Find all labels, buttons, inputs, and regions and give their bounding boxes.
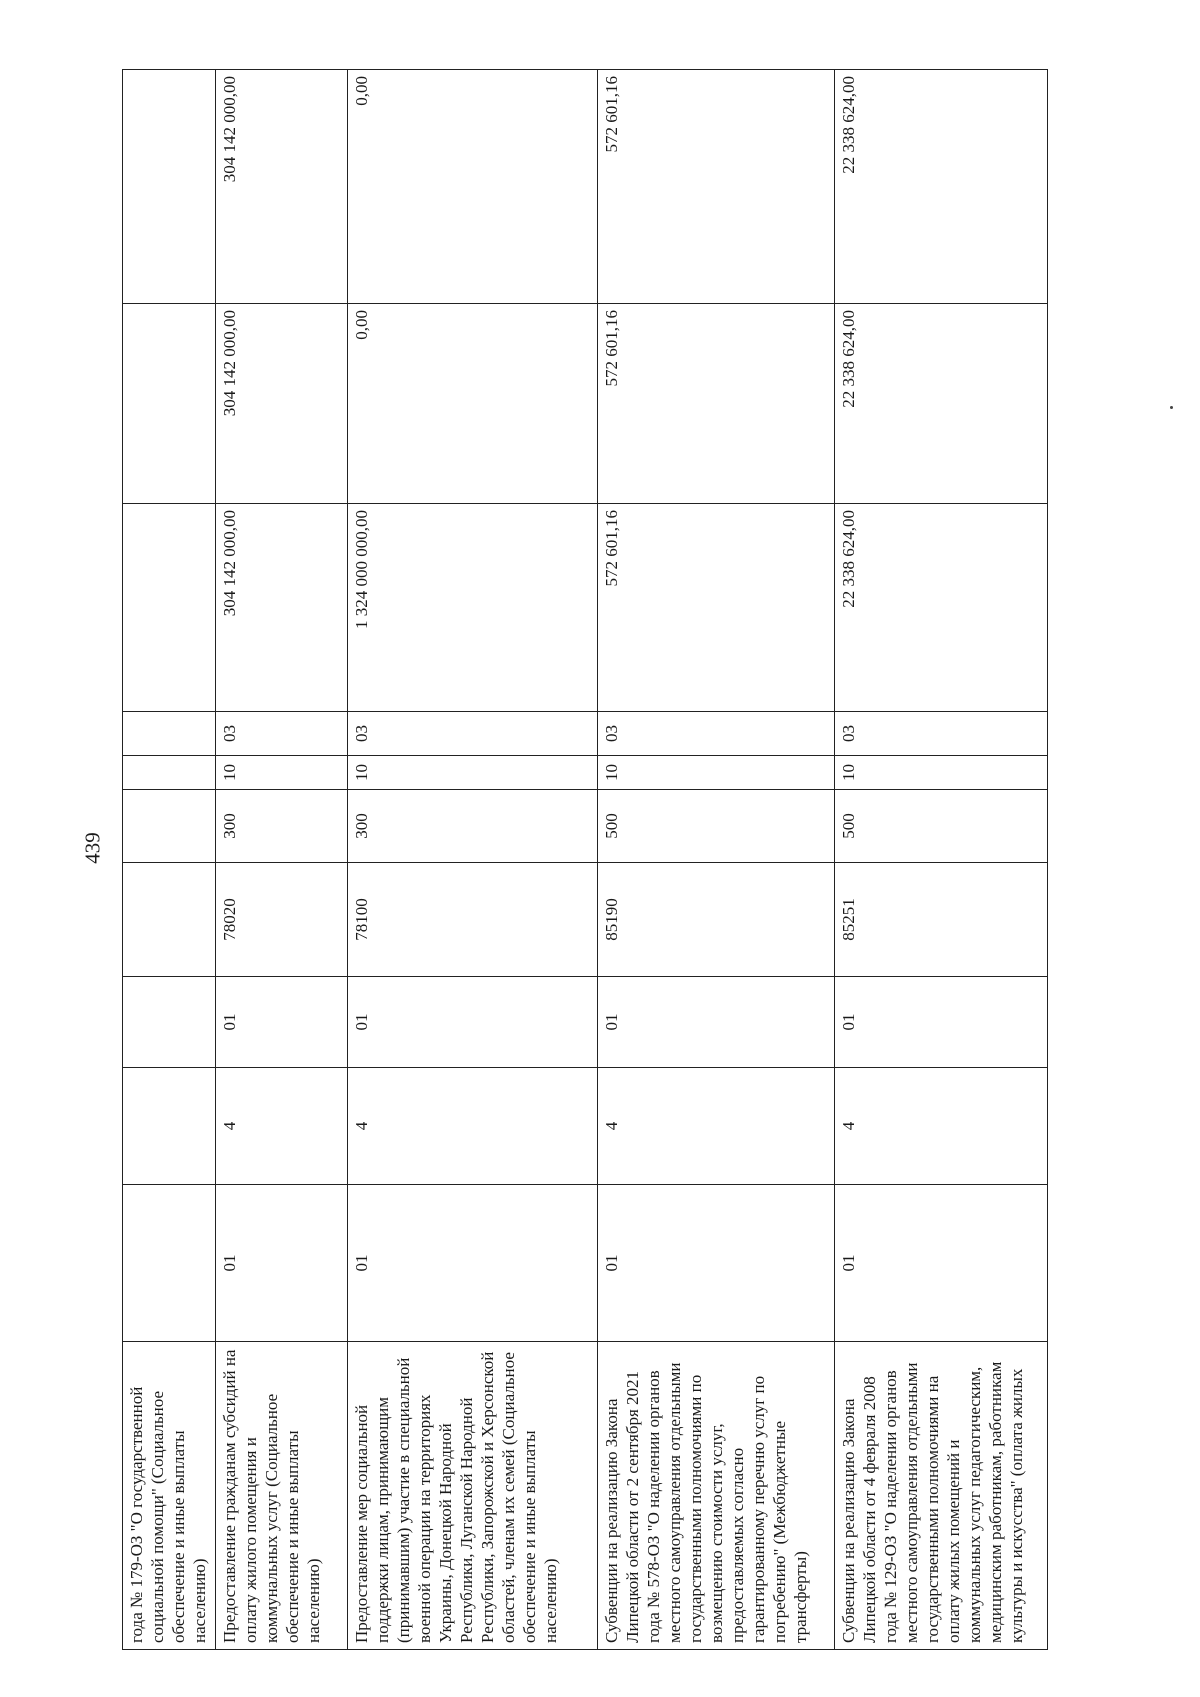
cell-code-5: 300 <box>216 790 348 863</box>
cell-amount-3: 304 142 000,00 <box>216 70 348 304</box>
cell-code-6: 10 <box>348 756 598 790</box>
row-description: Субвенции на реализацию Закона Липецкой области от 2 сентября 2021 года № 578-ОЗ "О наделении органов местного самоуправления отдельными государственными полномочиями по возмещению стоимости услуг, предоставляемых согласно гарантированному перечню услуг по погребению" (Межбюджетные трансферты) <box>598 1342 835 1650</box>
table-row <box>123 70 216 1650</box>
row-description: Предоставление гражданам субсидий на оплату жилого помещения и коммунальных услуг (Социальное обеспечение и иные выплаты населению) <box>216 1342 348 1650</box>
cell-amount-2: 22 338 624,00 <box>835 304 1048 504</box>
cell-code-7: 03 <box>216 712 348 756</box>
cell-amount-1: 304 142 000,00 <box>216 504 348 712</box>
cell-code-3 <box>123 977 216 1068</box>
cell-code-5: 300 <box>348 790 598 863</box>
cell-code-1: 01 <box>598 1185 835 1342</box>
cell-code-1: 01 <box>835 1185 1048 1342</box>
cell-amount-1 <box>123 504 216 712</box>
cell-code-2: 4 <box>835 1068 1048 1185</box>
cell-code-4: 85251 <box>835 863 1048 977</box>
budget-table <box>122 69 1048 1650</box>
cell-code-4: 78020 <box>216 863 348 977</box>
cell-code-5 <box>123 790 216 863</box>
cell-code-7 <box>123 712 216 756</box>
row-description: Субвенции на реализацию Закона Липецкой области от 4 февраля 2008 года № 129-ОЗ "О наделении органов местного самоуправления отдельными государственными полномочиями на оплату жилых помещений и коммунальных услуг педагогическим, медицинским работникам, работникам культуры и искусства" (оплата жилых <box>835 1342 1048 1650</box>
cell-code-6: 10 <box>598 756 835 790</box>
cell-amount-2: 572 601,16 <box>598 304 835 504</box>
page-number: 439 <box>80 832 105 864</box>
cell-code-2: 4 <box>348 1068 598 1185</box>
cell-amount-3: 572 601,16 <box>598 70 835 304</box>
cell-code-2: 4 <box>216 1068 348 1185</box>
cell-code-2 <box>123 1068 216 1185</box>
cell-code-1: 01 <box>216 1185 348 1342</box>
cell-code-7: 03 <box>348 712 598 756</box>
cell-amount-1: 22 338 624,00 <box>835 504 1048 712</box>
scan-speck <box>1170 406 1173 409</box>
cell-code-4 <box>123 863 216 977</box>
cell-code-7: 03 <box>598 712 835 756</box>
cell-amount-1: 572 601,16 <box>598 504 835 712</box>
cell-amount-2: 0,00 <box>348 304 598 504</box>
cell-code-4: 85190 <box>598 863 835 977</box>
cell-code-1 <box>123 1185 216 1342</box>
cell-code-3: 01 <box>598 977 835 1068</box>
table-row <box>216 70 348 1650</box>
table-row <box>598 70 835 1650</box>
cell-code-3: 01 <box>835 977 1048 1068</box>
cell-code-3: 01 <box>348 977 598 1068</box>
cell-code-6: 10 <box>835 756 1048 790</box>
cell-amount-2 <box>123 304 216 504</box>
cell-code-5: 500 <box>835 790 1048 863</box>
cell-code-6 <box>123 756 216 790</box>
cell-code-5: 500 <box>598 790 835 863</box>
cell-amount-2: 304 142 000,00 <box>216 304 348 504</box>
cell-code-1: 01 <box>348 1185 598 1342</box>
cell-code-2: 4 <box>598 1068 835 1185</box>
table-row <box>348 70 598 1650</box>
budget-table-wrapper <box>122 70 1047 1650</box>
cell-amount-3: 0,00 <box>348 70 598 304</box>
cell-code-7: 03 <box>835 712 1048 756</box>
cell-code-4: 78100 <box>348 863 598 977</box>
cell-amount-1: 1 324 000 000,00 <box>348 504 598 712</box>
cell-code-6: 10 <box>216 756 348 790</box>
cell-code-3: 01 <box>216 977 348 1068</box>
row-description: года № 179-ОЗ "О государственной социальной помощи" (Социальное обеспечение и иные выплаты населению) <box>123 1342 216 1650</box>
cell-amount-3 <box>123 70 216 304</box>
table-row <box>835 70 1048 1650</box>
row-description: Предоставление мер социальной поддержки лицам, принимающим (принимавшим) участие в специальной военной операции на территориях Украины, Донецкой Народной Республики, Луганской Народной Республики, Запорожской и Херсонской областей, членам их семей (Социальное обеспечение и иные выплаты населению) <box>348 1342 598 1650</box>
cell-amount-3: 22 338 624,00 <box>835 70 1048 304</box>
